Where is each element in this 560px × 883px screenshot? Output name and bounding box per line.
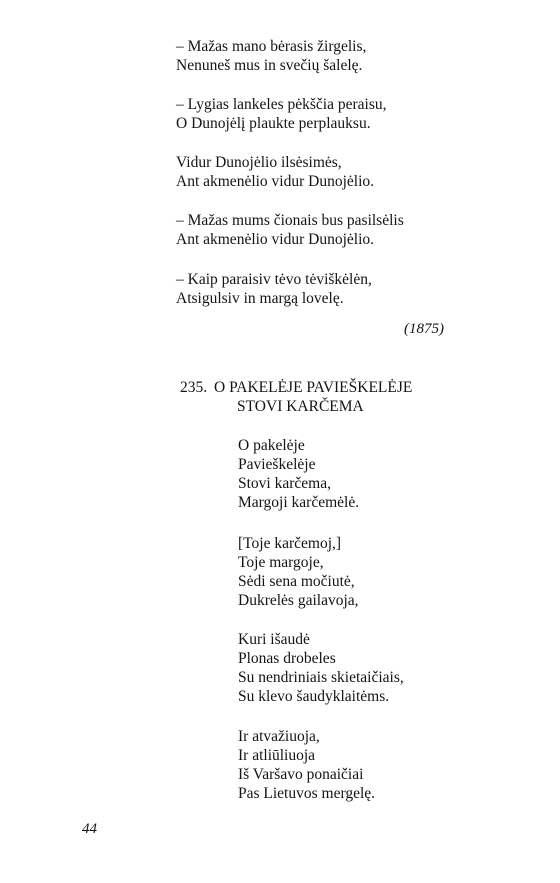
poem-line: – Lygias lankeles pėkščia peraisu, bbox=[176, 96, 387, 113]
poem-line: Dukrelės gailavoja, bbox=[238, 592, 359, 609]
poem-number: 235. bbox=[180, 379, 208, 396]
poem-line: Ant akmenėlio vidur Dunojėlio. bbox=[176, 231, 375, 248]
poem-line: Ir atliūliuoja bbox=[238, 747, 316, 764]
poem-line: – Kaip paraisiv tėvo tėviškėlėn, bbox=[176, 271, 372, 288]
poem-line: Pavieškelėje bbox=[238, 456, 316, 473]
poem-line: Stovi karčema, bbox=[238, 475, 331, 492]
poem-title-line2: STOVI KARČEMA bbox=[237, 398, 364, 415]
poem-line: Su klevo šaudyklaitėms. bbox=[238, 688, 390, 705]
poem-title bbox=[180, 378, 412, 397]
poem-title-line1: O PAKELĖJE PAVIEŠKELĖJE bbox=[214, 379, 413, 396]
stanza bbox=[176, 211, 404, 249]
poem-line: O Dunojėlį plaukte perplauksu. bbox=[176, 115, 371, 132]
stanza bbox=[238, 727, 375, 803]
poem-date: (1875) bbox=[404, 321, 444, 337]
poem-line: – Mažas mano bėrasis žirgelis, bbox=[176, 38, 367, 55]
poem-line: Vidur Dunojėlio ilsėsimės, bbox=[176, 154, 342, 171]
poem-line: Pas Lietuvos mergelę. bbox=[238, 785, 376, 802]
stanza bbox=[238, 534, 359, 610]
poem-line: Sėdi sena močiutė, bbox=[238, 573, 355, 590]
poem-line: Ir atvažiuoja, bbox=[238, 728, 320, 745]
stanza bbox=[176, 270, 372, 308]
poem-line: O pakelėje bbox=[238, 437, 305, 454]
stanza bbox=[176, 95, 386, 133]
poem-line: Ant akmenėlio vidur Dunojėlio. bbox=[176, 173, 375, 190]
poem-line: Atsigulsiv in margą lovelę. bbox=[176, 290, 344, 307]
stanza bbox=[238, 436, 359, 512]
poem-line: [Toje karčemoj,] bbox=[238, 535, 342, 552]
poem-line: Plonas drobeles bbox=[238, 650, 336, 667]
poem-line: Nenuneš mus in svečių šalelę. bbox=[176, 57, 363, 74]
poem-line: Margoji karčemėlė. bbox=[238, 494, 360, 511]
stanza bbox=[176, 153, 374, 191]
poem-line: Su nendriniais skietaičiais, bbox=[238, 669, 404, 686]
poem-line: – Mažas mums čionais bus pasilsėlis bbox=[176, 212, 404, 229]
page-number: 44 bbox=[82, 821, 97, 837]
stanza bbox=[176, 37, 366, 75]
poem-line: Iš Varšavo ponaičiai bbox=[238, 766, 364, 783]
poem-line: Kuri išaudė bbox=[238, 631, 310, 648]
stanza bbox=[238, 630, 404, 706]
poem-line: Toje margoje, bbox=[238, 554, 324, 571]
